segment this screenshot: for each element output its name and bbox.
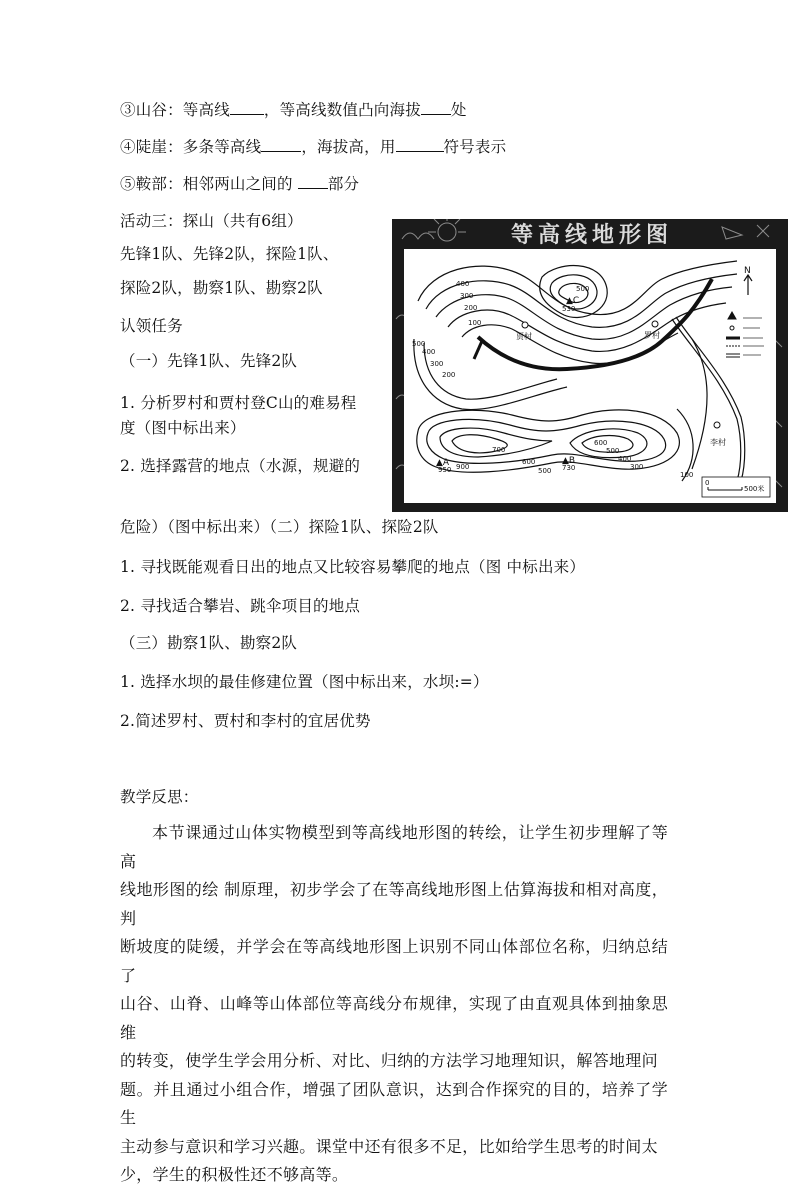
group-3-task-1: 1. 选择水坝的最佳修建位置（图中标出来，水坝:=） <box>120 673 489 691</box>
contour-label: 300 <box>460 292 474 300</box>
line-valley: ③山谷：等高线 ，等高线数值凸向海拔 处 <box>120 101 467 119</box>
village-jia: 贾村 <box>516 332 532 341</box>
village-jia-marker <box>522 322 528 328</box>
activity-title: 活动三：探山（共有6组） <box>120 212 303 230</box>
peak-c-elevation: 530 <box>562 305 576 313</box>
blank[interactable] <box>261 137 301 152</box>
peak-a-contour: 900 <box>456 463 470 471</box>
peak-c-label: ▲C <box>566 296 580 306</box>
group-1-task-1b: 度（图中标出来） <box>120 419 246 437</box>
peak-a-elevation: 950 <box>438 466 452 474</box>
svg-text:500米: 500米 <box>744 485 765 493</box>
contour-label: 500 <box>606 447 620 455</box>
village-luo: 罗村 <box>644 331 660 340</box>
line-cliff: ④陡崖：多条等高线 ，海拔高，用 符号表示 <box>120 138 507 156</box>
contour-label: 500 <box>538 467 552 475</box>
contour-label: 200 <box>464 304 478 312</box>
contour-label: 300 <box>630 463 644 471</box>
svg-text:N: N <box>744 266 751 276</box>
group-1-task-1a: 1. 分析罗村和贾村登C山的难易程 <box>120 394 357 412</box>
teams-line-2: 探险2队，勘察1队、勘察2队 <box>120 279 323 297</box>
svg-text:0: 0 <box>705 479 710 487</box>
contour-label: 400 <box>456 280 470 288</box>
map-title: 等高线地形图 <box>510 222 674 248</box>
contour-label: 600 <box>522 458 536 466</box>
peak-b-label: ▲B <box>562 456 576 466</box>
contour-label: 600 <box>594 439 608 447</box>
contour-label: 500 <box>576 285 590 293</box>
group-1-heading: （一）先锋1队、先锋2队 <box>120 352 298 370</box>
contour-label: 400 <box>422 348 436 356</box>
contour-label: 500 <box>412 340 426 348</box>
village-li: 李村 <box>710 438 726 447</box>
peak-b-elevation: 730 <box>562 464 576 472</box>
blank[interactable] <box>396 137 444 152</box>
group-3-heading: （三）勘察1队、勘察2队 <box>120 634 298 652</box>
contour-label: 300 <box>430 360 444 368</box>
contour-label: 100 <box>680 471 694 479</box>
village-luo-marker <box>652 321 658 327</box>
group-1-task-2b: 危险）（图中标出来）（二）探险1队、探险2队 <box>120 518 439 536</box>
task-heading: 认领任务 <box>120 317 183 335</box>
contour-map-figure <box>392 219 788 512</box>
teams-line-1: 先锋1队、先锋2队，探险1队、 <box>120 245 339 263</box>
group-2-task-1: 1. 寻找既能观看日出的地点又比较容易攀爬的地点（图 中标出来） <box>120 558 586 576</box>
contour-label: 700 <box>492 446 506 454</box>
blank[interactable] <box>421 100 451 115</box>
peak-a-label: ▲A <box>436 458 450 468</box>
blank[interactable] <box>298 174 328 189</box>
village-legend-icon <box>730 326 734 330</box>
scale-bar <box>702 477 770 497</box>
village-li-marker <box>714 422 720 428</box>
reflection-paragraph: 本节课通过山体实物模型到等高线地形图的转绘，让学生初步理解了等高 线地形图的绘 制原理，初步学会了在等高线地形图上估算海拔和相对高度，判 断坡度的陡缓，并学会在等高线地形图上识别不同山体部位名称，归纳总结了 山谷、山脊、山峰等山体部位等高线分布规律，实现了由直观具体到抽象思维 的转变，使学生学会用分析、对比、归纳的方法学习地理知识，解答地理问 题。并且通过小组合作，增强了团队意识，达到合作探究的目的，培养了学生 主动参与意识和学习兴趣。课堂中还有很多不足，比如给学生思考的时间太 少，学生的积极性还不够高等。 <box>120 823 668 1184</box>
contour-label: 100 <box>468 319 482 327</box>
group-3-task-2: 2.简述罗村、贾村和李村的宜居优势 <box>120 712 371 730</box>
group-2-task-2: 2. 寻找适合攀岩、跳伞项目的地点 <box>120 597 361 615</box>
line-saddle: ⑤鞍部：相邻两山之间的 部分 <box>120 175 360 193</box>
contour-label: 400 <box>618 455 632 463</box>
blank[interactable] <box>230 100 264 115</box>
contour-map <box>392 219 788 512</box>
group-1-task-2a: 2. 选择露营的地点（水源，规避的 <box>120 457 361 475</box>
contour-label: 200 <box>442 371 456 379</box>
reflection-heading: 教学反思： <box>120 788 199 806</box>
